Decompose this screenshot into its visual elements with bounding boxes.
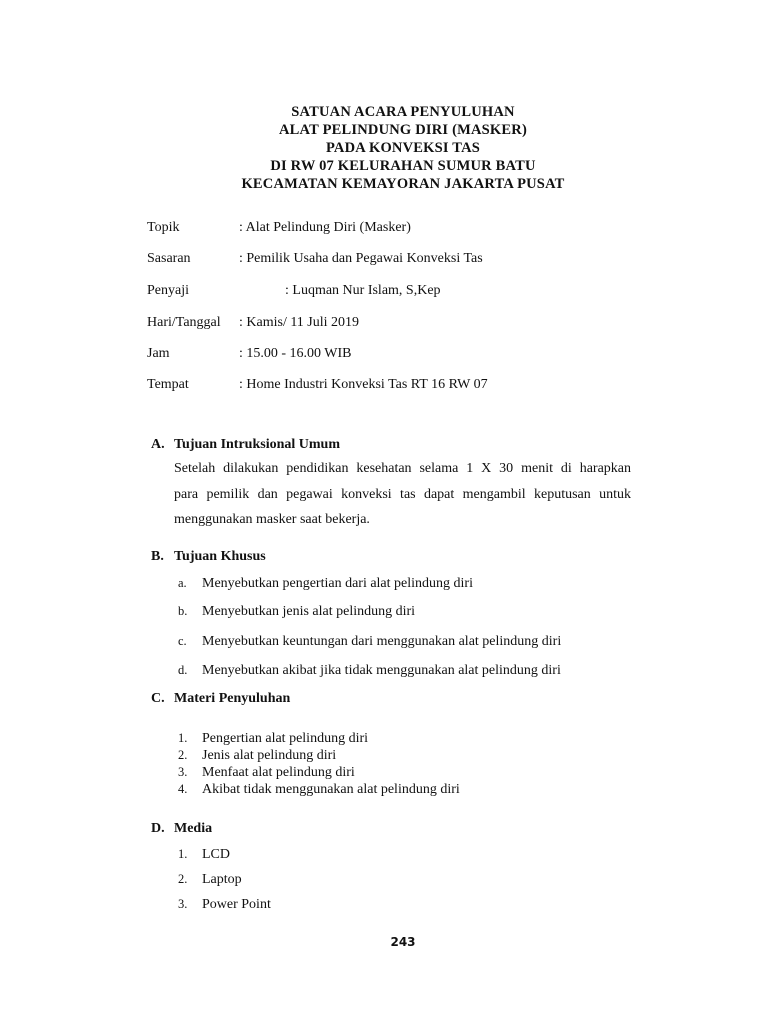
section-title: Tujuan Khusus bbox=[174, 549, 266, 564]
list-marker: 1. bbox=[178, 731, 188, 745]
list-item bbox=[178, 633, 561, 650]
meta-label: Hari/Tanggal bbox=[147, 315, 221, 330]
list-marker: a. bbox=[178, 576, 187, 590]
list-text: Menfaat alat pelindung diri bbox=[202, 765, 355, 780]
list-marker: 2. bbox=[178, 748, 188, 762]
document-title bbox=[0, 103, 768, 193]
list-text: Menyebutkan pengertian dari alat pelindung diri bbox=[202, 576, 473, 591]
section-a-paragraph bbox=[174, 456, 631, 533]
list-marker: 3. bbox=[178, 765, 188, 779]
list-text: Pengertian alat pelindung diri bbox=[202, 731, 369, 746]
list-text: Jenis alat pelindung diri bbox=[202, 748, 337, 763]
title-line: DI RW 07 KELURAHAN SUMUR BATU bbox=[270, 158, 536, 174]
meta-row-hari-tanggal bbox=[147, 314, 359, 332]
list-marker: 1. bbox=[178, 847, 188, 861]
meta-row-topik bbox=[147, 219, 411, 237]
section-letter: A. bbox=[151, 437, 165, 452]
meta-label: Jam bbox=[147, 346, 170, 361]
meta-row-sasaran bbox=[147, 250, 483, 268]
list-text: Menyebutkan keuntungan dari menggunakan alat pelindung diri bbox=[202, 634, 562, 649]
paragraph-line: para pemilik dan pegawai konveksi tas dapat mengambil keputusan untuk bbox=[174, 486, 631, 502]
section-heading-a bbox=[151, 436, 340, 454]
list-item bbox=[178, 846, 230, 863]
list-text: Menyebutkan jenis alat pelindung diri bbox=[202, 604, 416, 619]
title-line: ALAT PELINDUNG DIRI (MASKER) bbox=[279, 122, 527, 138]
section-heading-b bbox=[151, 548, 266, 566]
meta-value: : Home Industri Konveksi Tas RT 16 RW 07 bbox=[239, 377, 488, 392]
meta-row-tempat bbox=[147, 376, 488, 394]
list-item bbox=[178, 662, 561, 679]
list-text: LCD bbox=[202, 847, 230, 862]
section-heading-c bbox=[151, 690, 290, 708]
page-number: 243 bbox=[390, 935, 416, 949]
list-marker: 4. bbox=[178, 782, 188, 796]
section-title: Media bbox=[174, 821, 213, 836]
list-item bbox=[178, 871, 242, 888]
list-marker: c. bbox=[178, 634, 187, 648]
paragraph-line: Setelah dilakukan pendidikan kesehatan selama 1 X 30 menit di harapkan bbox=[174, 461, 631, 476]
section-title: Tujuan Intruksional Umum bbox=[174, 437, 340, 452]
section-heading-d bbox=[151, 820, 212, 838]
meta-label: Topik bbox=[147, 220, 180, 235]
list-item bbox=[178, 781, 460, 798]
title-line: PADA KONVEKSI TAS bbox=[325, 140, 481, 156]
list-item bbox=[178, 575, 473, 592]
list-item bbox=[178, 747, 336, 764]
meta-row-penyaji bbox=[147, 282, 441, 300]
title-line: SATUAN ACARA PENYULUHAN bbox=[291, 104, 515, 120]
list-text: Power Point bbox=[202, 897, 271, 912]
meta-row-jam bbox=[147, 345, 352, 363]
list-item bbox=[178, 730, 368, 747]
meta-label: Tempat bbox=[147, 377, 189, 392]
list-item bbox=[178, 764, 355, 781]
list-text: Akibat tidak menggunakan alat pelindung diri bbox=[202, 782, 460, 797]
section-letter: D. bbox=[151, 821, 165, 836]
meta-value: : 15.00 - 16.00 WIB bbox=[239, 346, 352, 361]
list-text: Menyebutkan akibat jika tidak menggunakan alat pelindung diri bbox=[202, 663, 561, 678]
meta-label: Penyaji bbox=[147, 283, 189, 298]
section-letter: B. bbox=[151, 549, 164, 564]
section-title: Materi Penyuluhan bbox=[174, 691, 291, 706]
list-marker: b. bbox=[178, 604, 188, 618]
meta-value: : Kamis/ 11 Juli 2019 bbox=[239, 315, 360, 330]
meta-value: : Luqman Nur Islam, S,Kep bbox=[285, 283, 441, 298]
list-marker: 2. bbox=[178, 872, 188, 886]
paragraph-line: menggunakan masker saat bekerja. bbox=[174, 512, 370, 527]
list-item bbox=[178, 603, 415, 620]
title-line: KECAMATAN KEMAYORAN JAKARTA PUSAT bbox=[241, 176, 565, 192]
section-letter: C. bbox=[151, 691, 165, 706]
list-item bbox=[178, 896, 271, 913]
meta-value: : Alat Pelindung Diri (Masker) bbox=[239, 220, 411, 235]
meta-label: Sasaran bbox=[147, 251, 191, 266]
list-text: Laptop bbox=[202, 872, 242, 887]
meta-value: : Pemilik Usaha dan Pegawai Konveksi Tas bbox=[239, 251, 483, 266]
list-marker: d. bbox=[178, 663, 188, 677]
list-marker: 3. bbox=[178, 897, 188, 911]
